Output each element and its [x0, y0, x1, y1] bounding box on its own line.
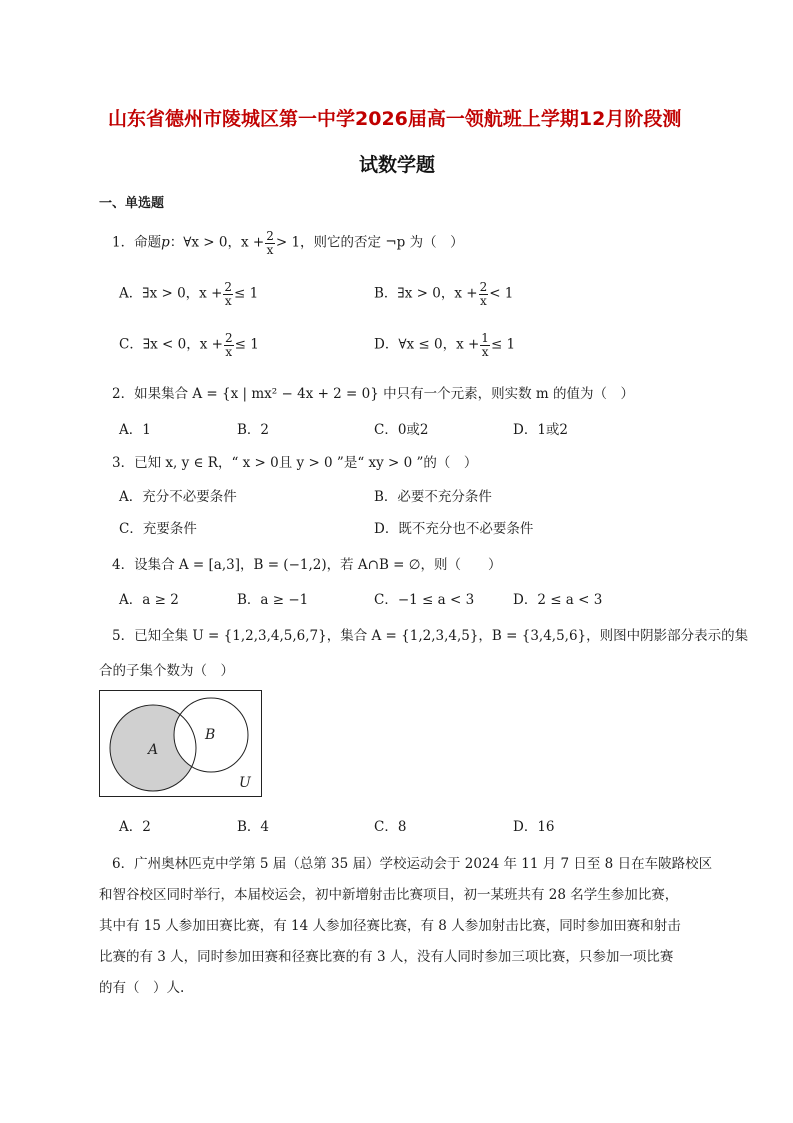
- document-title-line2: 试数学题: [359, 154, 436, 176]
- q5-option-b: B．4: [237, 819, 270, 835]
- q1-stem-part-c: > 1，则它的否定 ¬p 为（ ）: [275, 234, 464, 251]
- question-2-stem: 2．如果集合 A = {x | mx² − 4x + 2 = 0} 中只有一个元素，则实数 m 的值为（ ）: [112, 386, 635, 402]
- label-a: A: [148, 742, 159, 758]
- option-suffix: ≤ 1: [490, 336, 516, 353]
- option-suffix: < 1: [489, 285, 514, 302]
- q3-option-b: B．必要不充分条件: [374, 489, 492, 505]
- option-fraction: [224, 332, 234, 358]
- fraction-numerator: 2: [224, 331, 233, 345]
- q5-option-c: C．8: [374, 819, 407, 835]
- q3-option-d: D．既不充分也不必要条件: [374, 521, 534, 537]
- q2-option-b: B．2: [237, 422, 270, 438]
- question-5-stem-line2: 合的子集个数为（ ）: [99, 663, 234, 679]
- question-5-stem-line1: 5．已知全集 U = {1,2,3,4,5,6,7}，集合 A = {1,2,3,4,5}，B = {3,4,5,6}，则图中阴影部分表示的集: [112, 628, 749, 644]
- question-1-stem: [112, 230, 464, 256]
- q1-option-a: [119, 281, 258, 307]
- fraction-denominator: x: [225, 344, 233, 359]
- fraction-denominator: x: [479, 293, 487, 308]
- option-fraction: [223, 281, 233, 307]
- question-6-line5: 的有（ ）人.: [99, 980, 185, 996]
- question-3-stem: 3．已知 x, y ∈ R，“ x > 0且 y > 0 ”是“ xy > 0 ”的（ ）: [112, 455, 478, 471]
- q2-option-c: C．0或2: [374, 422, 429, 438]
- q1-option-b: [374, 281, 513, 307]
- q1-stem-fraction: [265, 230, 275, 256]
- question-6-line1: 6．广州奥林匹克中学第 5 届（总第 35 届）学校运动会于 2024 年 11 月 7 日至 8 日在车陂路校区: [112, 856, 713, 872]
- venn-diagram: [99, 690, 262, 797]
- q4-option-a: A．a ≥ 2: [119, 592, 179, 608]
- option-fraction: [479, 281, 489, 307]
- option-fraction: [480, 332, 490, 358]
- q3-option-a: A．充分不必要条件: [119, 489, 237, 505]
- q2-option-a: A．1: [119, 422, 151, 438]
- fraction-numerator: 2: [224, 280, 233, 294]
- option-prefix: A．∃x > 0，x +: [119, 285, 223, 302]
- section-heading: 一、单选题: [99, 196, 165, 211]
- document-title-line1: 山东省德州市陵城区第一中学2026届高一领航班上学期12月阶段测: [108, 108, 682, 130]
- option-prefix: B．∃x > 0，x +: [374, 285, 478, 302]
- question-6-line4: 比赛的有 3 人，同时参加田赛和径赛比赛的有 3 人，没有人同时参加三项比赛，只参加一项比赛: [99, 949, 674, 965]
- fraction-numerator: 2: [479, 280, 488, 294]
- q5-option-d: D．16: [513, 819, 555, 835]
- option-prefix: C．∃x < 0，x +: [119, 336, 223, 353]
- q2-option-d: D．1或2: [513, 422, 569, 438]
- question-6-line2: 和智谷校区同时举行，本届校运会，初中新增射击比赛项目，初一某班共有 28 名学生参加比赛，: [99, 887, 679, 903]
- fraction-denominator: x: [481, 344, 489, 359]
- fraction-numerator: 2: [266, 229, 274, 243]
- question-4-stem: 4．设集合 A = [a,3]，B = (−1,2)，若 A∩B = ∅，则（ ）: [112, 557, 502, 573]
- q4-option-c: C．−1 ≤ a < 3: [374, 592, 475, 608]
- q4-option-d: D．2 ≤ a < 3: [513, 592, 603, 608]
- q3-option-c: C．充要条件: [119, 521, 197, 537]
- q1-stem-part-b: ：∀x > 0，x +: [169, 234, 265, 251]
- option-prefix: D．∀x ≤ 0，x +: [374, 336, 480, 353]
- q1-option-d: [374, 332, 515, 358]
- fraction-denominator: x: [266, 242, 274, 257]
- fraction-denominator: x: [224, 293, 232, 308]
- q1-option-c: [119, 332, 259, 358]
- option-suffix: ≤ 1: [234, 285, 259, 302]
- q5-option-a: A．2: [119, 819, 151, 835]
- question-6-line3: 其中有 15 人参加田赛比赛，有 14 人参加径赛比赛，有 8 人参加射击比赛，同时参加田赛和射击: [99, 918, 681, 934]
- label-u: U: [239, 775, 251, 791]
- q1-stem-p: p: [161, 234, 170, 251]
- q1-stem-part-a: 1．命题: [112, 234, 162, 251]
- option-suffix: ≤ 1: [234, 336, 259, 353]
- fraction-numerator: 1: [481, 331, 489, 345]
- label-b: B: [205, 727, 216, 743]
- q4-option-b: B．a ≥ −1: [237, 592, 309, 608]
